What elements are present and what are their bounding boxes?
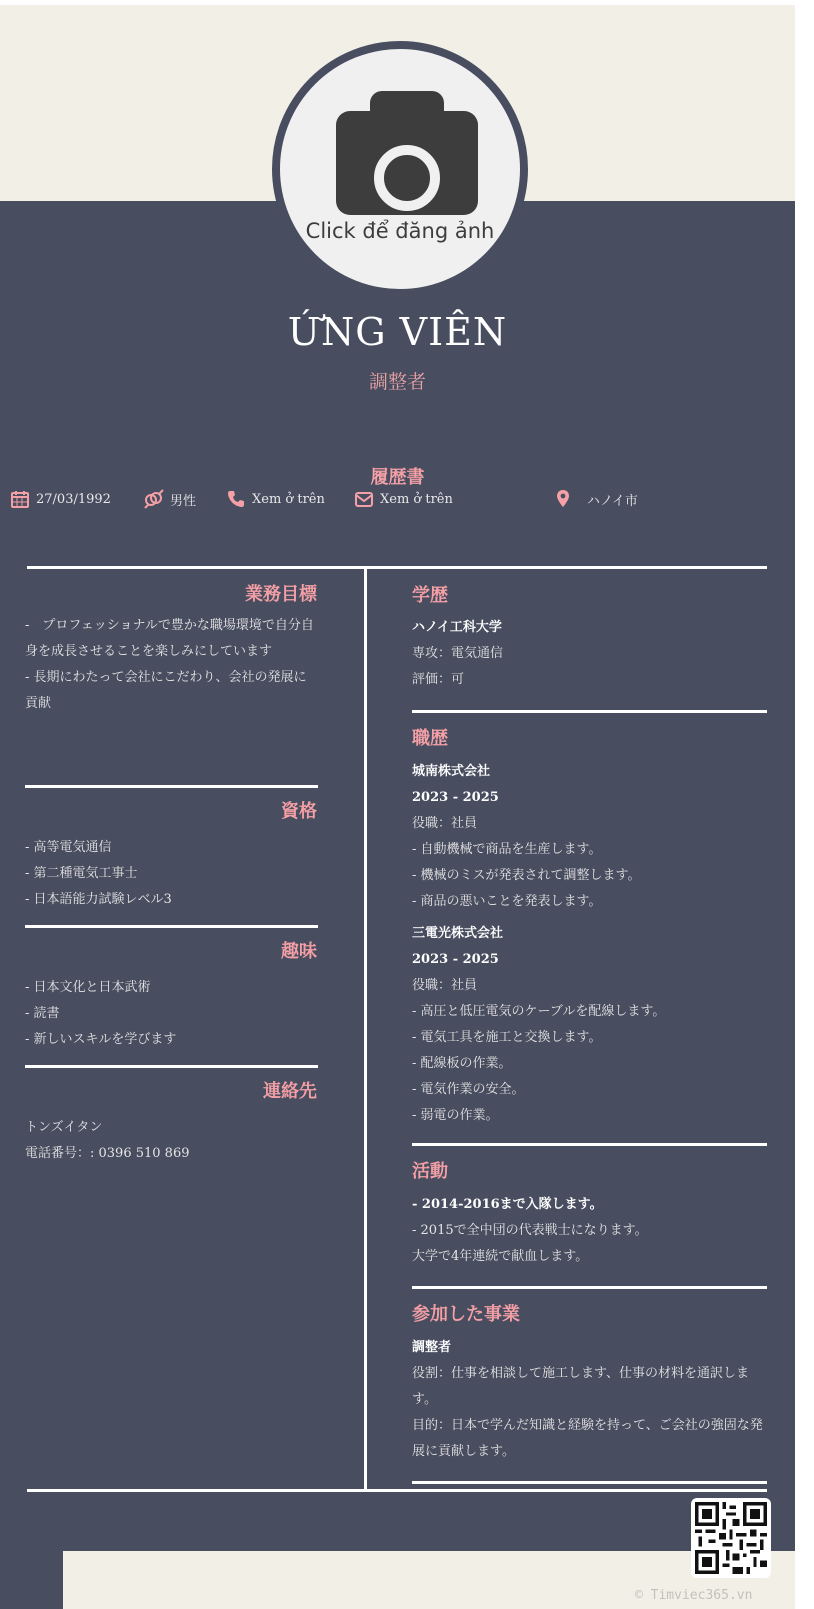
email-info[interactable] [354, 489, 453, 509]
document-title: 履歴書 [370, 467, 425, 488]
job-duty: - 配線板の作業。 [412, 1056, 512, 1071]
contact-name: トンズイタン [25, 1120, 103, 1135]
gender-info[interactable] [144, 489, 196, 509]
address-info[interactable] [553, 489, 638, 509]
email-value: Xem ở trên [380, 491, 453, 507]
certificates-list[interactable] [25, 835, 317, 913]
job-position: 役職：社員 [412, 978, 478, 993]
company-name: 城南株式会社 [412, 764, 491, 779]
experience-title: 職歴 [412, 728, 448, 749]
avatar-upload-label: Click để đăng ảnh [305, 219, 495, 243]
section-divider [25, 925, 318, 928]
cv-page [0, 5, 795, 1609]
email-icon [354, 489, 374, 509]
objective-line: - プロフェッショナルで豊かな職場環境で自分自身を成長させることを楽しみにしています [25, 618, 314, 659]
education-grade: 評価：可 [412, 672, 465, 687]
section-divider [412, 1286, 767, 1289]
hobbies-title: 趣味 [281, 941, 317, 962]
section-divider [25, 785, 318, 788]
job-duty: - 電気工具を施工と交換します。 [412, 1030, 602, 1045]
phone-info[interactable] [226, 489, 325, 509]
bottom-divider [27, 1489, 767, 1492]
section-divider [412, 1143, 767, 1146]
company-name: 三電光株式会社 [412, 926, 504, 941]
qr-code [691, 1498, 771, 1578]
address-value: ハノイ市 [587, 493, 638, 509]
job-entry[interactable] [412, 921, 768, 1129]
activity-line: - 2014-2016まで入隊します。 [412, 1197, 603, 1212]
projects-content[interactable] [412, 1335, 768, 1465]
camera-icon [336, 91, 478, 215]
contact-title: 連絡先 [263, 1081, 317, 1102]
projects-title: 参加した事業 [412, 1304, 520, 1325]
list-item: - 読書 [25, 1006, 60, 1021]
gender-value: 男性 [170, 493, 197, 509]
list-item: - 第二種電気工事士 [25, 866, 138, 881]
education-major: 専攻：電気通信 [412, 646, 504, 661]
activity-line: - 2015で全中団の代表戦士になります。 [412, 1223, 648, 1238]
list-item: - 日本語能力試験レベル3 [25, 892, 172, 907]
job-period: 2023 - 2025 [412, 952, 499, 967]
section-divider [25, 1065, 318, 1068]
candidate-name[interactable]: ỨNG VIÊN [287, 310, 508, 354]
job-duty: - 自動機械で商品を生産します。 [412, 842, 602, 857]
objective-title: 業務目標 [245, 584, 317, 605]
school-name: ハノイ工科大学 [412, 620, 502, 635]
job-duty: - 電気作業の安全。 [412, 1082, 525, 1097]
job-period: 2023 - 2025 [412, 790, 499, 805]
list-item: - 高等電気通信 [25, 840, 112, 855]
hobbies-list[interactable] [25, 975, 317, 1053]
qr-code-icon [695, 1502, 767, 1574]
contact-phone: 電話番号：: 0396 510 869 [25, 1146, 190, 1161]
phone-icon [226, 489, 246, 509]
project-purpose: 目的：日本で学んだ知識と経験を持って、ご会社の強固な発展に貢献します。 [412, 1418, 763, 1459]
project-role: 役割：仕事を相談して施工します、仕事の材料を通訳します。 [412, 1366, 749, 1407]
candidate-position[interactable]: 調整者 [368, 371, 426, 393]
gender-icon [144, 489, 164, 509]
list-item: - 新しいスキルを学びます [25, 1032, 177, 1047]
calendar-icon [10, 489, 30, 509]
objective-line: - 長期にわたって会社にこだわり、会社の発展に貢献 [25, 670, 307, 711]
job-duty: - 高圧と低圧電気のケーブルを配線します。 [412, 1004, 666, 1019]
objective-content[interactable] [25, 613, 317, 717]
certificates-title: 資格 [281, 801, 317, 822]
watermark: © Timviec365.vn [635, 1588, 753, 1603]
job-duty: - 商品の悪いことを発表します。 [412, 894, 602, 909]
phone-value: Xem ở trên [252, 491, 325, 507]
education-title: 学歴 [412, 585, 448, 606]
section-divider [412, 1481, 767, 1484]
list-item: - 日本文化と日本武術 [25, 980, 151, 995]
activity-line: 大学で4年連続で献血します。 [412, 1249, 589, 1264]
contact-content[interactable] [25, 1115, 317, 1167]
birthday-info[interactable] [10, 489, 111, 509]
birthday-value: 27/03/1992 [36, 491, 111, 507]
activities-title: 活動 [412, 1161, 448, 1182]
column-divider [364, 568, 367, 1490]
location-pin-icon [553, 489, 573, 509]
project-name: 調整者 [412, 1340, 452, 1355]
avatar-upload[interactable] [272, 41, 528, 297]
top-divider [27, 566, 767, 569]
job-position: 役職：社員 [412, 816, 478, 831]
job-duty: - 弱電の作業。 [412, 1108, 499, 1123]
education-content[interactable] [412, 615, 768, 693]
activities-content[interactable] [412, 1192, 768, 1270]
job-entry[interactable] [412, 759, 768, 915]
section-divider [412, 710, 767, 713]
job-duty: - 機械のミスが発表されて調整します。 [412, 868, 641, 883]
